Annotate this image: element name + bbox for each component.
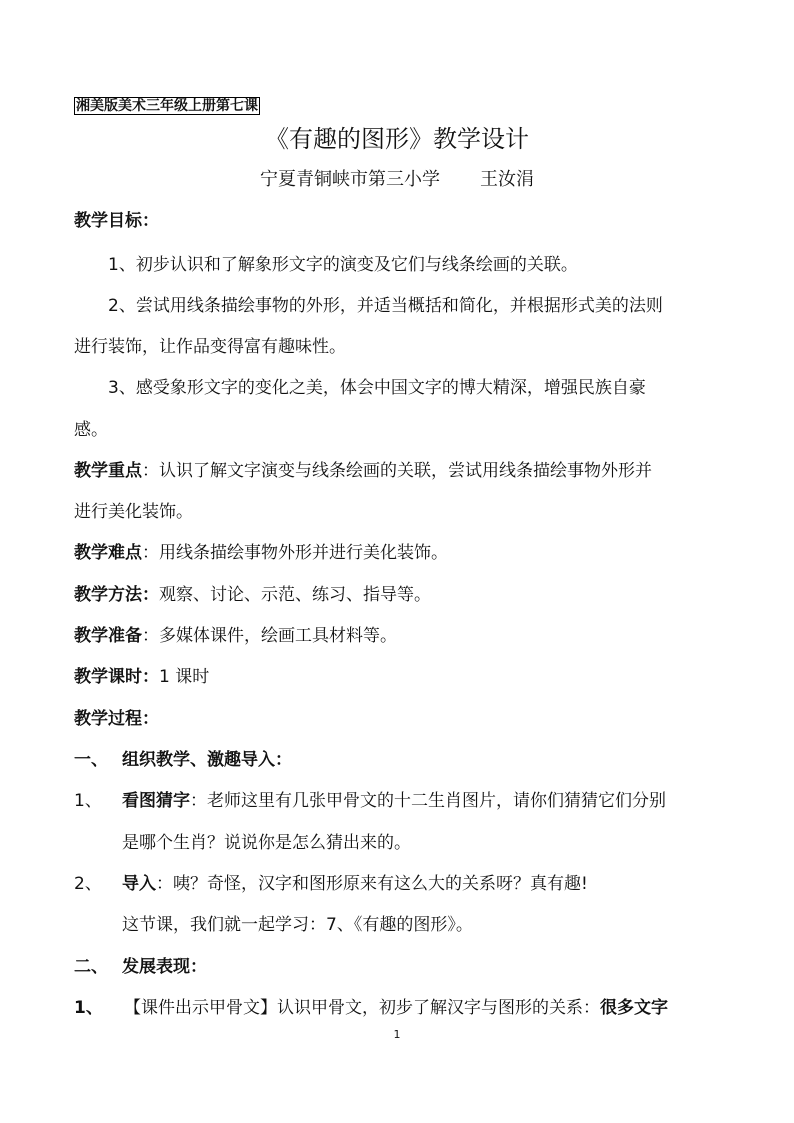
objective-item-2-cont: 进行装饰，让作品变得富有趣味性。 <box>74 337 346 357</box>
objective-item-3: 3、感受象形文字的变化之美，体会中国文字的博大精深，增强民族自豪 <box>108 378 646 398</box>
preparation-label: 教学准备 <box>74 626 142 646</box>
objective-item-1: 1、初步认识和了解象形文字的演变及它们与线条绘画的关联。 <box>108 255 578 275</box>
key-points-label: 教学重点 <box>74 461 142 481</box>
difficulty <box>74 541 448 565</box>
section-2-number: 二、 <box>74 957 108 977</box>
s2-item-1-text: 【课件出示甲骨文】认识甲骨文，初步了解汉字与图形的关系： <box>124 998 600 1018</box>
section-1-title: 组织教学、激趣导入： <box>122 750 292 770</box>
key-points-cont: 进行美化装饰。 <box>74 502 193 522</box>
s1-item-2-label: 导入 <box>122 874 156 894</box>
key-points <box>74 459 652 483</box>
author-name: 王汝涓 <box>480 169 534 190</box>
duration-label: 教学课时： <box>74 667 159 687</box>
s2-item-1-bold-tail: 很多文字 <box>600 998 668 1018</box>
objectives-heading: 教学目标： <box>74 211 159 231</box>
section-2-title: 发展表现： <box>122 957 207 977</box>
section-1-heading <box>74 748 292 772</box>
page-number: 1 <box>393 1028 401 1041</box>
preparation <box>74 624 397 648</box>
section-2-heading <box>74 955 207 979</box>
process-heading: 教学过程： <box>74 709 159 729</box>
method-text: 观察、讨论、示范、练习、指导等。 <box>159 585 431 605</box>
header-tag: 湘美版美术三年级上册第七课 <box>76 98 258 114</box>
s1-item-2-number: 2、 <box>74 874 102 894</box>
method <box>74 583 431 607</box>
method-label: 教学方法： <box>74 585 159 605</box>
duration <box>74 665 209 689</box>
s1-item-1-text: ：老师这里有几张甲骨文的十二生肖图片，请你们猜猜它们分别 <box>190 791 666 811</box>
school-name: 宁夏青铜峡市第三小学 <box>260 169 440 190</box>
difficulty-label: 教学难点 <box>74 543 142 563</box>
key-points-text: ：认识了解文字演变与线条绘画的关联，尝试用线条描绘事物外形并 <box>142 461 652 481</box>
section-2-item-1 <box>74 996 668 1020</box>
difficulty-text: ：用线条描绘事物外形并进行美化装饰。 <box>142 543 448 563</box>
page-title: 《有趣的图形》教学设计 <box>265 125 529 153</box>
duration-text: 1 课时 <box>159 667 210 687</box>
preparation-text: ：多媒体课件，绘画工具材料等。 <box>142 626 397 646</box>
section-1-item-2-cont: 这节课，我们就一起学习：7、《有趣的图形》。 <box>122 915 473 935</box>
section-1-item-1-cont: 是哪个生肖？说说你是怎么猜出来的。 <box>122 833 411 853</box>
s2-item-1-number: 1、 <box>74 998 103 1018</box>
s1-item-1-label: 看图猜字 <box>122 791 190 811</box>
objective-item-3-cont: 感。 <box>74 420 108 440</box>
section-1-item-1 <box>74 789 666 813</box>
s1-item-2-text: ：咦？奇怪，汉字和图形原来有这么大的关系呀？真有趣! <box>156 874 588 894</box>
s1-item-1-number: 1、 <box>74 791 102 811</box>
section-1-number: 一、 <box>74 750 108 770</box>
section-1-item-2 <box>74 872 588 896</box>
objective-item-2: 2、尝试用线条描绘事物的外形，并适当概括和简化，并根据形式美的法则 <box>108 296 663 316</box>
subtitle <box>0 168 794 192</box>
